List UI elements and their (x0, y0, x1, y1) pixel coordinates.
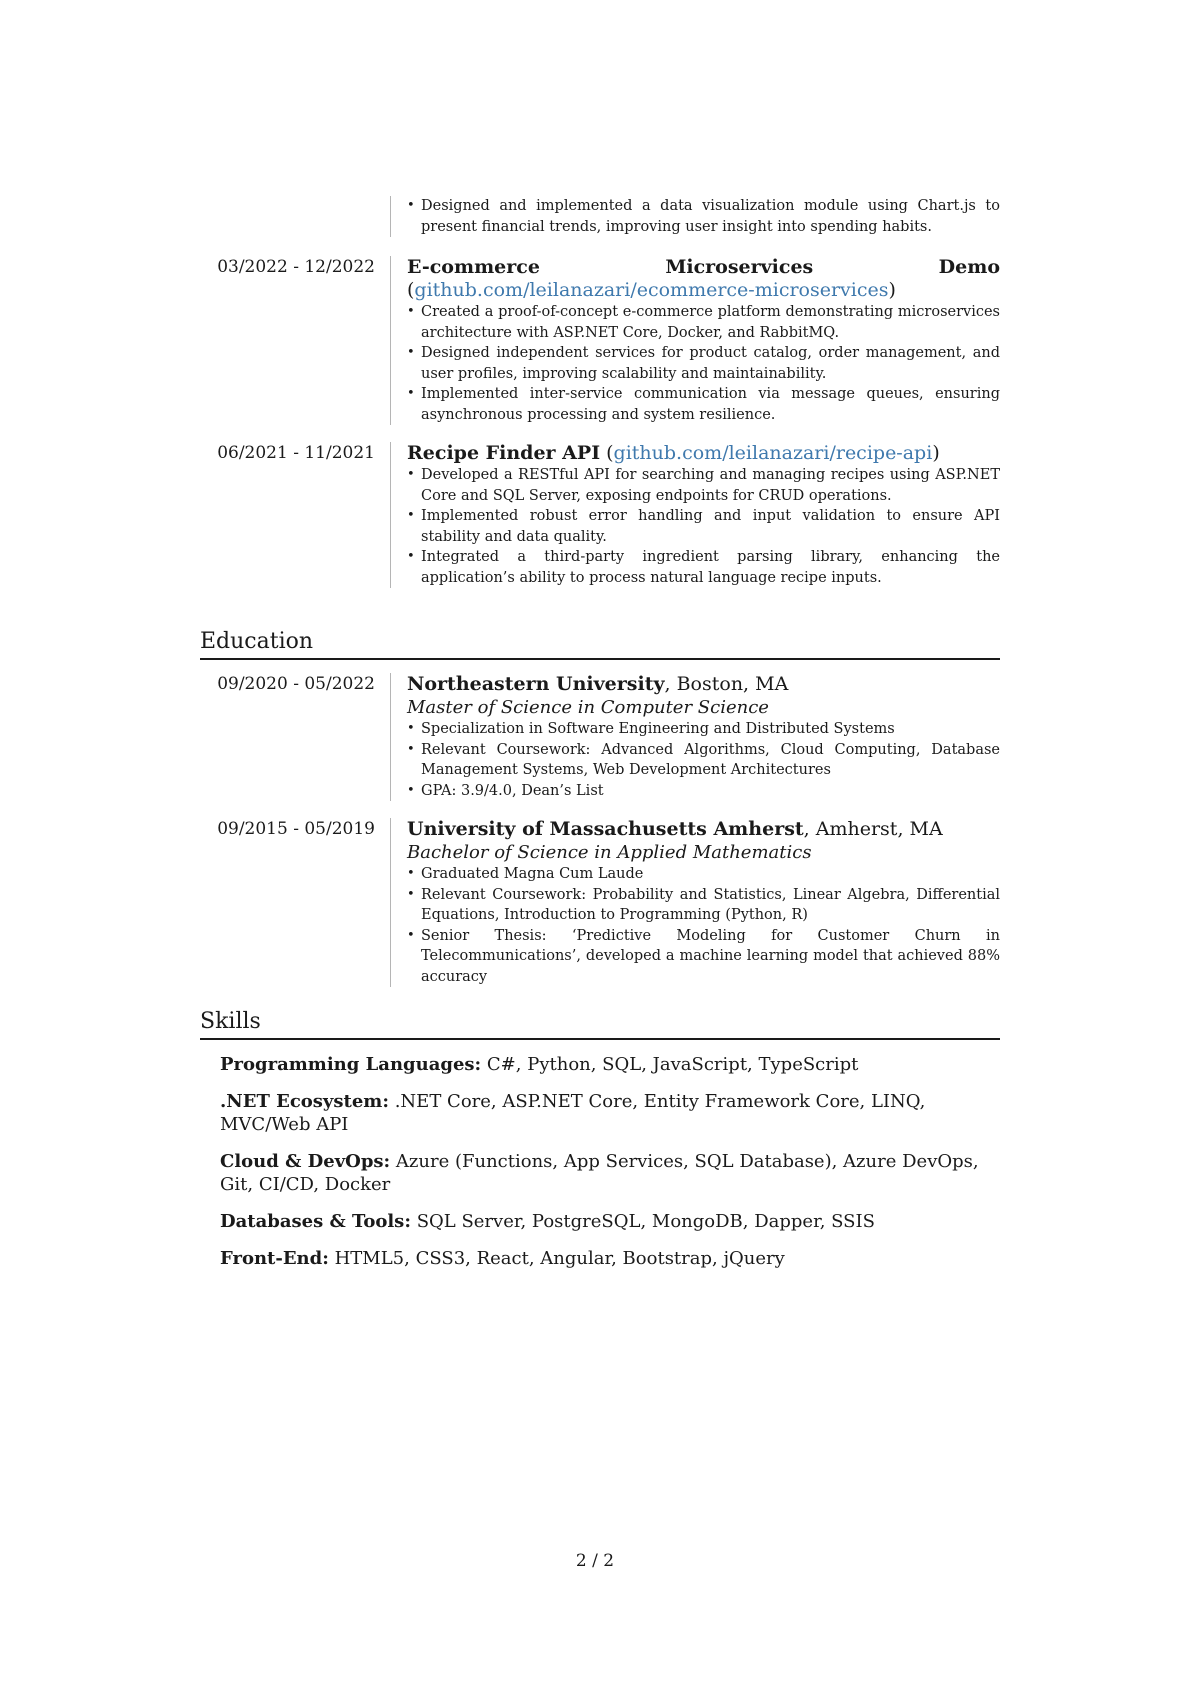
bullet-item: • Developed a RESTful API for searching and managing recipes using ASP.NET Core and SQL Server, exposing endpoints for CRUD operations. (407, 465, 1000, 506)
link-close-paren: ) (888, 279, 896, 301)
link-open-paren: ( (407, 279, 415, 301)
education-bullets (407, 719, 1000, 801)
skill-row (220, 1150, 1005, 1196)
bullet-item: • Designed independent services for product catalog, order management, and user profiles, improving scalability and maintainability. (407, 343, 1000, 384)
continued-entry-bullets (407, 196, 1000, 237)
education-heading: Education (200, 628, 1000, 660)
education-title (407, 673, 1000, 696)
project-date: 03/2022 - 12/2022 (217, 257, 375, 277)
project-title (407, 256, 1000, 302)
bullet-item: • Designed and implemented a data visualization module using Chart.js to present financial trends, improving user insight into spending habits. (407, 196, 1000, 237)
education-date: 09/2015 - 05/2019 (217, 819, 375, 839)
skill-label: Programming Languages: (220, 1054, 482, 1075)
school-name: Northeastern University (407, 673, 665, 695)
skills-heading: Skills (200, 1008, 1000, 1040)
skill-row (220, 1053, 1005, 1076)
bullet-item: • Relevant Coursework: Probability and Statistics, Linear Algebra, Differential Equations, Introduction to Programming (Python, R) (407, 885, 1000, 926)
project-title (407, 442, 1000, 465)
skill-value: Azure (Functions, App Services, SQL Database), Azure DevOps, Git, CI/CD, Docker (220, 1151, 979, 1195)
skills-list (220, 1053, 1005, 1284)
skill-value: SQL Server, PostgreSQL, MongoDB, Dapper, SSIS (410, 1211, 875, 1232)
skill-value: .NET Core, ASP.NET Core, Entity Framework Core, LINQ, MVC/Web API (220, 1091, 926, 1135)
bullet-item: • Relevant Coursework: Advanced Algorithms, Cloud Computing, Database Management Systems, Web Development Architectures (407, 740, 1000, 781)
link-open-paren: ( (600, 442, 614, 464)
bullet-item: • Specialization in Software Engineering and Distributed Systems (407, 719, 1000, 740)
school-location: , Amherst, MA (803, 818, 943, 840)
project-name: E-commerce Microservices Demo (407, 256, 1000, 278)
education-body (390, 818, 1000, 987)
project-link[interactable]: github.com/leilanazari/ecommerce-microservices (414, 279, 889, 301)
project-link[interactable]: github.com/leilanazari/recipe-api (613, 442, 933, 464)
project-body (390, 256, 1000, 425)
bullet-item: • GPA: 3.9/4.0, Dean’s List (407, 781, 1000, 802)
school-location: , Boston, MA (664, 673, 789, 695)
bullet-item: • Implemented robust error handling and input validation to ensure API stability and data quality. (407, 506, 1000, 547)
continued-entry-body (390, 196, 1000, 237)
skill-row (220, 1090, 1005, 1136)
skill-label: Databases & Tools: (220, 1211, 411, 1232)
project-bullets (407, 302, 1000, 425)
project-body (390, 442, 1000, 588)
degree-name: Bachelor of Science in Applied Mathematics (407, 842, 812, 863)
bullet-item: • Graduated Magna Cum Laude (407, 864, 1000, 885)
skill-value: C#, Python, SQL, JavaScript, TypeScript (481, 1054, 859, 1075)
school-name: University of Massachusetts Amherst (407, 818, 804, 840)
skill-row (220, 1210, 1005, 1233)
education-body (390, 673, 1000, 801)
skill-label: Cloud & DevOps: (220, 1151, 391, 1172)
skill-value: HTML5, CSS3, React, Angular, Bootstrap, jQuery (328, 1248, 785, 1269)
education-title (407, 818, 1000, 841)
skill-row (220, 1247, 1005, 1270)
bullet-item: • Integrated a third-party ingredient parsing library, enhancing the application’s ability to process natural language recipe inputs. (407, 547, 1000, 588)
skill-label: .NET Ecosystem: (220, 1091, 389, 1112)
bullet-item: • Implemented inter-service communication via message queues, ensuring asynchronous processing and system resilience. (407, 384, 1000, 425)
education-date: 09/2020 - 05/2022 (217, 674, 375, 694)
project-name: Recipe Finder API (407, 442, 601, 464)
education-bullets (407, 864, 1000, 987)
degree-name: Master of Science in Computer Science (407, 697, 769, 718)
project-bullets (407, 465, 1000, 588)
skill-label: Front-End: (220, 1248, 329, 1269)
link-close-paren: ) (932, 442, 940, 464)
page-number: 2 / 2 (575, 1551, 615, 1571)
project-date: 06/2021 - 11/2021 (217, 443, 375, 463)
bullet-item: • Created a proof-of-concept e-commerce platform demonstrating microservices architecture with ASP.NET Core, Docker, and RabbitMQ. (407, 302, 1000, 343)
bullet-item: • Senior Thesis: ‘Predictive Modeling for Customer Churn in Telecommunications’, developed a machine learning model that achieved 88% accuracy (407, 926, 1000, 988)
